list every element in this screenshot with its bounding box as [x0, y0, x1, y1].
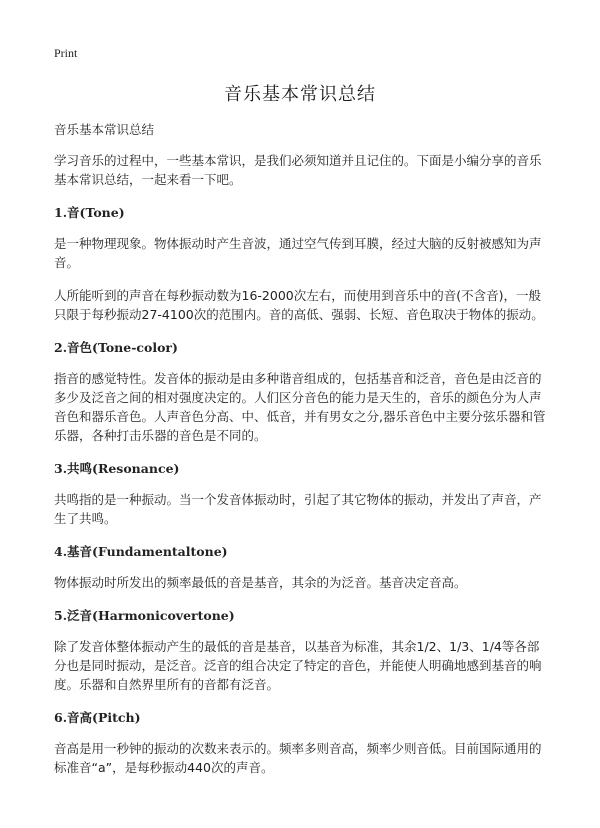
document-title: 音乐基本常识总结 [224, 84, 376, 105]
section-paragraph: 音高是用一秒钟的振动的次数来表示的。频率多则音高，频率少则音低。目前国际通用的标准音“a”，是每秒振动440次的声音。 [54, 741, 542, 775]
section-paragraph: 共鸣指的是一种振动。当一个发音体振动时，引起了其它物体的振动，并发出了声音，产生了共鸣。 [54, 492, 542, 526]
section-paragraph: 人所能听到的声音在每秒振动数为16-2000次左右，而使用到音乐中的音(不含音)，一般只限于每秒振动27-4100次的范围内。音的高低、强弱、长短、音色取决于物体的振动。 [54, 288, 544, 322]
section-heading: 5.泛音(Harmonicovertone) [54, 608, 235, 623]
print-label: Print [54, 46, 78, 60]
section-paragraph: 是一种物理现象。物体振动时产生音波，通过空气传到耳膜，经过大脑的反射被感知为声音。 [54, 236, 542, 270]
section-paragraph: 物体振动时所发出的频率最低的音是基音，其余的为泛音。基音决定音高。 [54, 575, 467, 590]
section-paragraph: 除了发音体整体振动产生的最低的音是基音，以基音为标准，其余1/2、1/3、1/4等各部分也是同时振动，是泛音。泛音的组合决定了特定的音色，并能使人明确地感到基音的响度。乐器和自然界里所有的音都有泛音。 [54, 639, 542, 692]
section-heading: 2.音色(Tone-color) [54, 340, 178, 355]
section-heading: 6.音高(Pitch) [54, 710, 141, 725]
document-subtitle: 音乐基本常识总结 [54, 122, 155, 137]
section-heading: 1.音(Tone) [54, 205, 125, 220]
intro-paragraph: 学习音乐的过程中，一些基本常识，是我们必须知道并且记住的。下面是小编分享的音乐基本常识总结，一起来看一下吧。 [54, 153, 542, 187]
section-heading: 4.基音(Fundamentaltone) [54, 544, 228, 559]
document-body [54, 120, 550, 791]
section-heading: 3.共鸣(Resonance) [54, 461, 180, 476]
section-paragraph: 指音的感觉特性。发音体的振动是由多种谐音组成的，包括基音和泛音，音色是由泛音的多少及泛音之间的相对强度决定的。人们区分音色的能力是天生的，音乐的颜色分为人声音色和器乐音色。人声音色分高、中、低音，并有男女之分,器乐音色中主要分弦乐器和管乐器，各种打击乐器的音色是不同的。 [54, 371, 546, 443]
